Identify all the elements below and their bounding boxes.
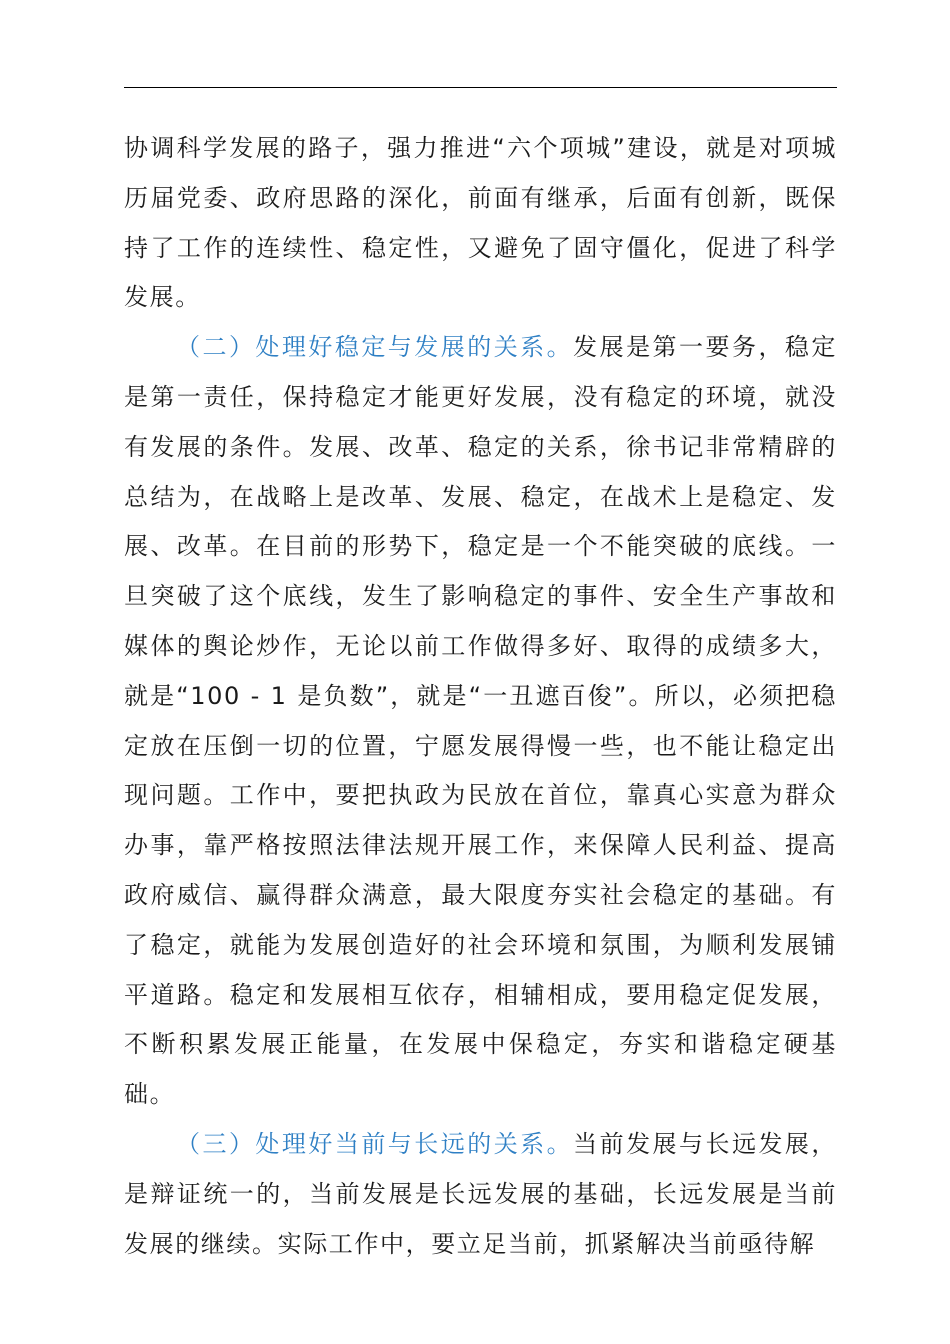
paragraph-text: 发展是第一要务，稳定是第一责任，保持稳定才能更好发展，没有稳定的环境，就没有发展的条件。发展、改革、稳定的关系，徐书记非常精辟的总结为，在战略上是改革、发展、稳定，在战术上是稳定、发展、改革。在目前的形势下，稳定是一个不能突破的底线。一旦突破了这个底线，发生了影响稳定的事件、安全生产事故和媒体的舆论炒作，无论以前工作做得多好、取得的成绩多大，就是“100 - 1 是负数”，就是“一丑遮百俊”。所以，必须把稳定放在压倒一切的位置，宁愿发展得慢一些，也不能让稳定出现问题。工作中，要把执政为民放在首位，靠真心实意为群众办事，靠严格按照法律法规开展工作，来保障人民利益、提高政府威信、赢得群众满意，最大限度夯实社会稳定的基础。有了稳定，就能为发展创造好的社会环境和氛围，为顺利发展铺平道路。稳定和发展相互依存，相辅相成，要用稳定促发展，不断积累发展正能量，在发展中保稳定，夯实和谐稳定硬基础。 — [124, 333, 837, 1109]
section-heading: （二）处理好稳定与发展的关系。 — [176, 333, 574, 362]
document-body — [124, 124, 837, 1269]
paragraph-text: 当前发展与长远发展，是辩证统一的，当前发展是长远发展的基础，长远发展是当前发展的继续。实际工作中，要立足当前，抓紧解决当前亟待解 — [124, 1129, 837, 1258]
header-rule — [124, 87, 837, 88]
section-heading: （三）处理好当前与长远的关系。 — [176, 1129, 574, 1158]
paragraph-stability-development — [124, 323, 837, 1120]
paragraph-continuation — [124, 124, 837, 323]
paragraph-present-longterm — [124, 1120, 837, 1269]
paragraph-text: 协调科学发展的路子，强力推进“六个项城”建设，就是对项城历届党委、政府思路的深化，前面有继承，后面有创新，既保持了工作的连续性、稳定性，又避免了固守僵化，促进了科学发展。 — [124, 134, 837, 312]
